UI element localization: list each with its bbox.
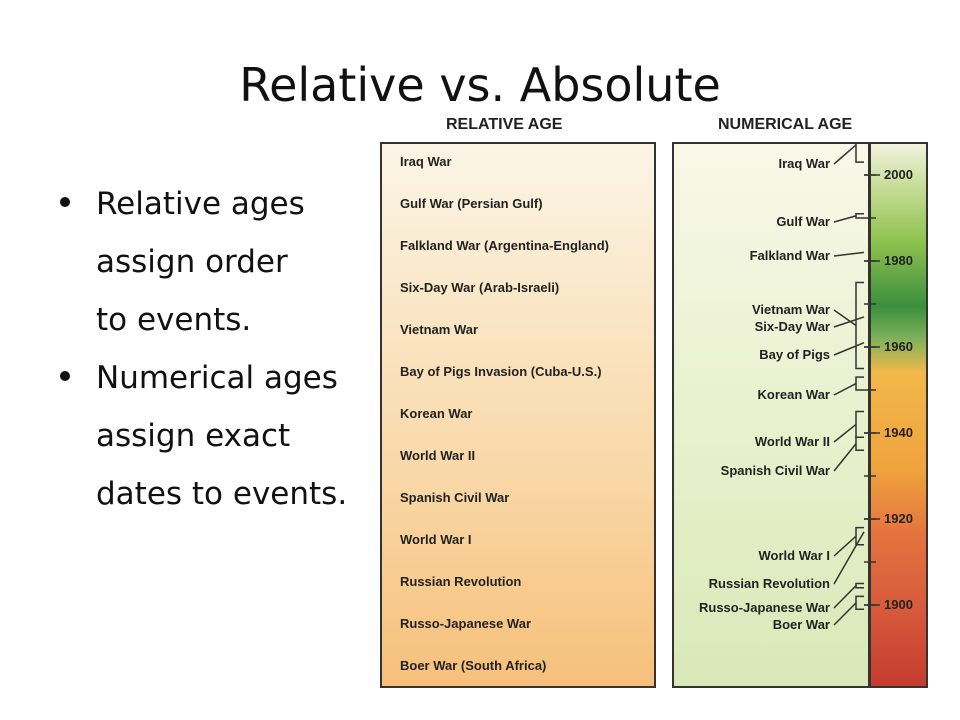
relative-age-item: World War I: [400, 532, 472, 547]
numerical-event-label: Russian Revolution: [708, 576, 830, 591]
numerical-age-panel: [672, 142, 928, 688]
event-bracket: [834, 317, 864, 327]
slide-title: Relative vs. Absolute: [239, 58, 721, 112]
numerical-event-label: Iraq War: [778, 156, 830, 171]
bullet-numerical: [60, 349, 347, 523]
relative-age-item: Bay of Pigs Invasion (Cuba-U.S.): [400, 364, 602, 379]
relative-age-item: Gulf War (Persian Gulf): [400, 196, 543, 211]
relative-age-item: Iraq War: [400, 154, 452, 169]
bullet-dot-icon: [60, 371, 70, 381]
event-bracket: [834, 532, 864, 584]
event-bracket: [834, 252, 864, 256]
bullet-line: to events.: [96, 302, 252, 338]
numerical-event-label: Gulf War: [776, 214, 830, 229]
year-label: 1900: [884, 597, 913, 612]
relative-age-item: Russian Revolution: [400, 574, 522, 589]
numerical-age-header: NUMERICAL AGE: [718, 116, 853, 133]
numerical-event-label: Vietnam War: [751, 302, 830, 317]
numerical-event-label: Korean War: [757, 387, 830, 402]
bullet-line: Relative ages: [96, 186, 305, 222]
year-label: 1980: [884, 253, 913, 268]
relative-age-item: Russo-Japanese War: [400, 616, 532, 631]
event-bracket: [834, 214, 864, 222]
event-bracket: [834, 377, 864, 395]
bullet-dot-icon: [60, 197, 70, 207]
bullet-list: [60, 175, 347, 523]
numerical-event-label: Boer War: [772, 617, 830, 632]
numerical-event-label: Russo-Japanese War: [698, 600, 830, 615]
relative-age-header: RELATIVE AGE: [446, 116, 563, 133]
numerical-event-label: Bay of Pigs: [759, 347, 830, 362]
numerical-event-label: World War II: [754, 434, 830, 449]
event-bracket: [834, 437, 864, 471]
numerical-event-label: Spanish Civil War: [720, 463, 830, 478]
relative-age-item: World War II: [400, 448, 476, 463]
relative-age-item: Boer War (South Africa): [400, 658, 547, 673]
relative-age-item: Korean War: [400, 406, 473, 421]
bullet-line: dates to events.: [96, 476, 348, 512]
event-bracket: [834, 528, 864, 556]
bullet-relative: [60, 175, 347, 349]
bullet-line: assign exact: [96, 418, 291, 454]
relative-age-item: Six-Day War (Arab-Israeli): [400, 280, 560, 295]
relative-age-panel: [380, 142, 656, 688]
relative-age-item: Spanish Civil War: [400, 490, 510, 505]
relative-age-item: Vietnam War: [400, 322, 479, 337]
year-label: 1920: [884, 511, 913, 526]
event-bracket: [834, 596, 864, 625]
year-label: 2000: [884, 167, 913, 182]
year-label: 1960: [884, 339, 913, 354]
relative-age-item: Falkland War (Argentina-England): [400, 238, 609, 253]
numerical-event-label: World War I: [758, 548, 830, 563]
event-bracket: [834, 343, 864, 355]
year-label: 1940: [884, 425, 913, 440]
bullet-line: assign order: [96, 244, 288, 280]
numerical-event-label: Six-Day War: [754, 319, 830, 334]
bullet-line: Numerical ages: [96, 360, 338, 396]
event-bracket: [834, 144, 864, 164]
numerical-event-label: Falkland War: [749, 248, 830, 263]
